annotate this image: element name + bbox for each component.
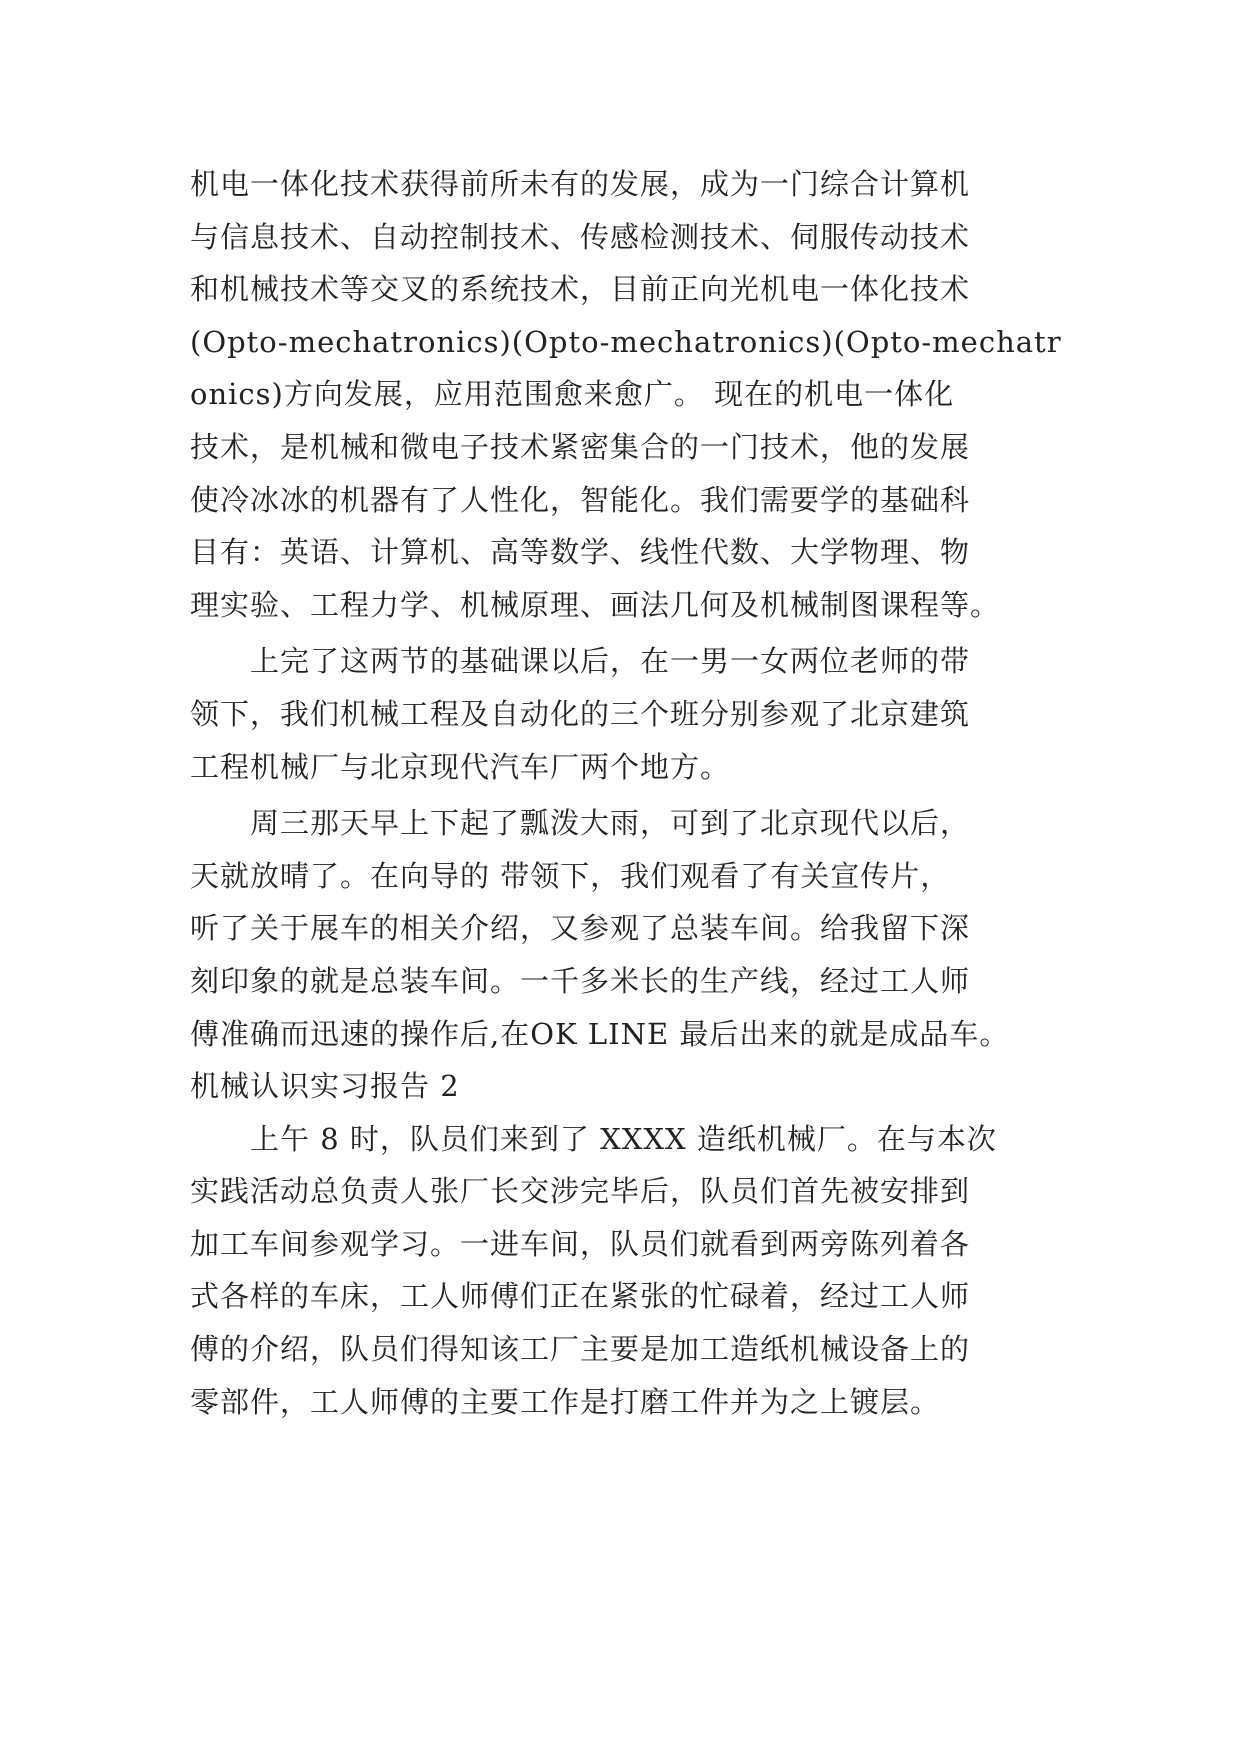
text-line: 与信息技术、自动控制技术、传感检测技术、伺服传动技术 (190, 219, 971, 254)
text-line: 机电一体化技术获得前所未有的发展，成为一门综合计算机 (190, 167, 971, 201)
text-line: 听了关于展车的相关介绍，又参观了总装车间。给我留下深 (190, 911, 971, 946)
text-line: 和机械技术等交叉的系统技术，目前正向光机电一体化技术 (190, 272, 971, 307)
text-line: 实践活动总负责人张厂长交涉完毕后，队员们首先被安排到 (190, 1174, 971, 1209)
text-line: 傅的介绍，队员们得知该工厂主要是加工造纸机械设备上的 (190, 1332, 971, 1367)
paragraph-first-line: 上完了这两节的基础课以后，在一男一女两位老师的带 (190, 644, 971, 679)
text-line: 使冷冰冰的机器有了人性化，智能化。我们需要学的基础科 (190, 482, 971, 517)
text-line: 加工车间参观学习。一进车间，队员们就看到两旁陈列着各 (190, 1226, 971, 1261)
text-line: (Opto-mechatronics)(Opto-mechatronics)(Opto-mechatr (190, 324, 1062, 359)
text-line: 零部件，工人师傅的主要工作是打磨工件并为之上镀层。 (190, 1384, 941, 1419)
text-line: 傅准确而迅速的操作后,在OK LINE 最后出来的就是成品车。 (190, 1016, 1010, 1051)
text-line: 天就放晴了。在向导的 带领下，我们观看了有关宣传片， (190, 858, 951, 893)
text-line: 目有：英语、计算机、高等数学、线性代数、大学物理、物 (190, 535, 971, 570)
text-line: onics)方向发展，应用范围愈来愈广。 现在的机电一体化 (190, 377, 955, 412)
document-body (190, 158, 1060, 1428)
text-line: 工程机械厂与北京现代汽车厂两个地方。 (190, 749, 731, 784)
paragraph-first-line: 上午 8 时，队员们来到了 XXXX 造纸机械厂。在与本次 (190, 1121, 997, 1156)
text-line: 技术，是机械和微电子技术紧密集合的一门技术，他的发展 (190, 429, 971, 464)
text-line: 理实验、工程力学、机械原理、画法几何及机械制图课程等。 (190, 587, 1001, 622)
paragraph-first-line: 周三那天早上下起了瓢泼大雨，可到了北京现代以后， (190, 806, 971, 841)
text-line: 领下，我们机械工程及自动化的三个班分别参观了北京建筑 (190, 696, 971, 731)
section-heading: 机械认识实习报告 2 (190, 1069, 460, 1104)
text-line: 刻印象的就是总装车间。一千多米长的生产线，经过工人师 (190, 963, 971, 998)
text-line: 式各样的车床，工人师傅们正在紧张的忙碌着，经过工人师 (190, 1279, 971, 1314)
